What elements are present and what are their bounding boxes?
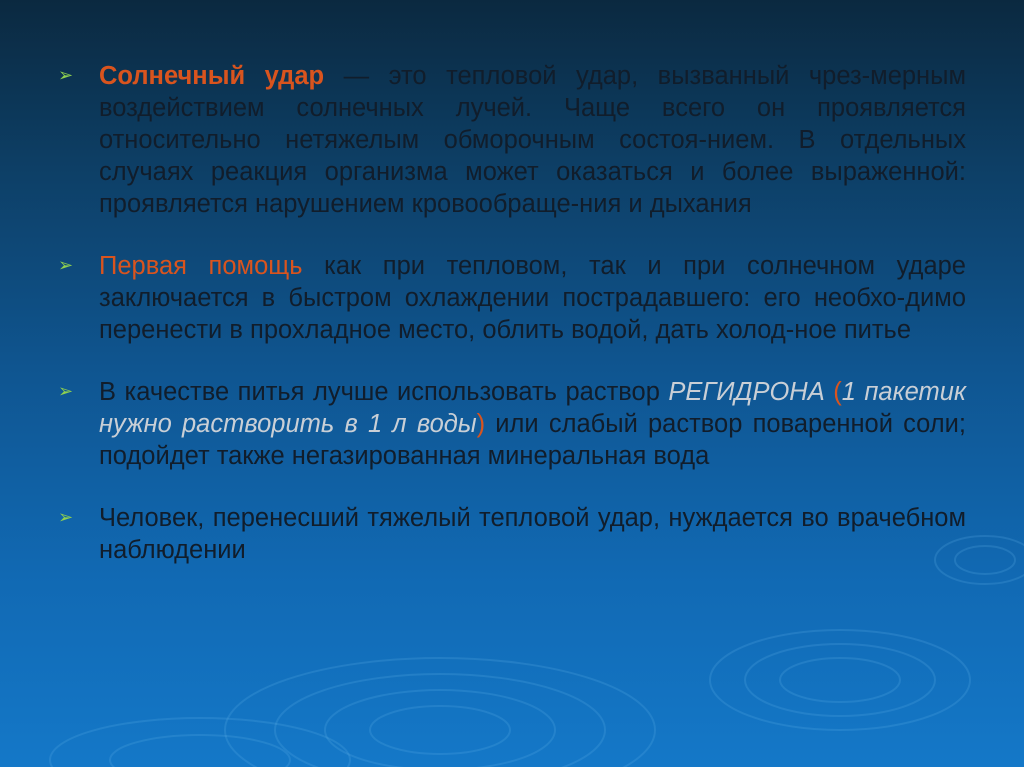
bullet-item-first-aid [58,250,966,346]
bullet-body: — это тепловой удар, вызванный чрез-мерным воздействием солнечных лучей. Чаще всего он проявляется относительно нетяжелым обморочным состоя-нием. В отдельных случаях реакция организма может оказаться и более выраженной: проявляется нарушением кровообраще-ния и дыхания [99,62,966,218]
bullet-item-observation [58,502,966,566]
dosage-note: 1 пакетик нужно растворить в 1 л воды [99,378,966,438]
product-name: РЕГИДРОНА [668,378,825,406]
paren-close: ) [476,410,486,438]
chevron-right-icon: ➢ [58,381,74,402]
bullet-text [99,376,966,472]
bullet-text [99,250,966,346]
bullet-text [99,60,966,220]
paren-open: ( [833,378,842,406]
bullet-body: как при тепловом, так и при солнечном ударе заключается в быстром охлаждении пострадавшего: его необхо-димо перенести в прохладное место, облить водой, дать холод-ное питье [99,252,966,344]
chevron-right-icon: ➢ [58,65,74,86]
term-first-aid: Первая помощь [99,252,303,280]
bullet-list [58,60,966,596]
chevron-right-icon: ➢ [58,255,74,276]
bullet-body: или слабый раствор поваренной соли; подойдет также негазированная минеральная вода [99,410,967,470]
bullet-item-sunstroke [58,60,966,220]
term-sunstroke: Солнечный удар [99,62,325,90]
bullet-item-drinking [58,376,966,472]
bullet-intro: В качестве питья лучше использовать раствор [99,378,669,406]
chevron-right-icon: ➢ [58,507,74,528]
bullet-text: Человек, перенесший тяжелый тепловой удар, нуждается во врачебном наблюдении [99,504,966,564]
